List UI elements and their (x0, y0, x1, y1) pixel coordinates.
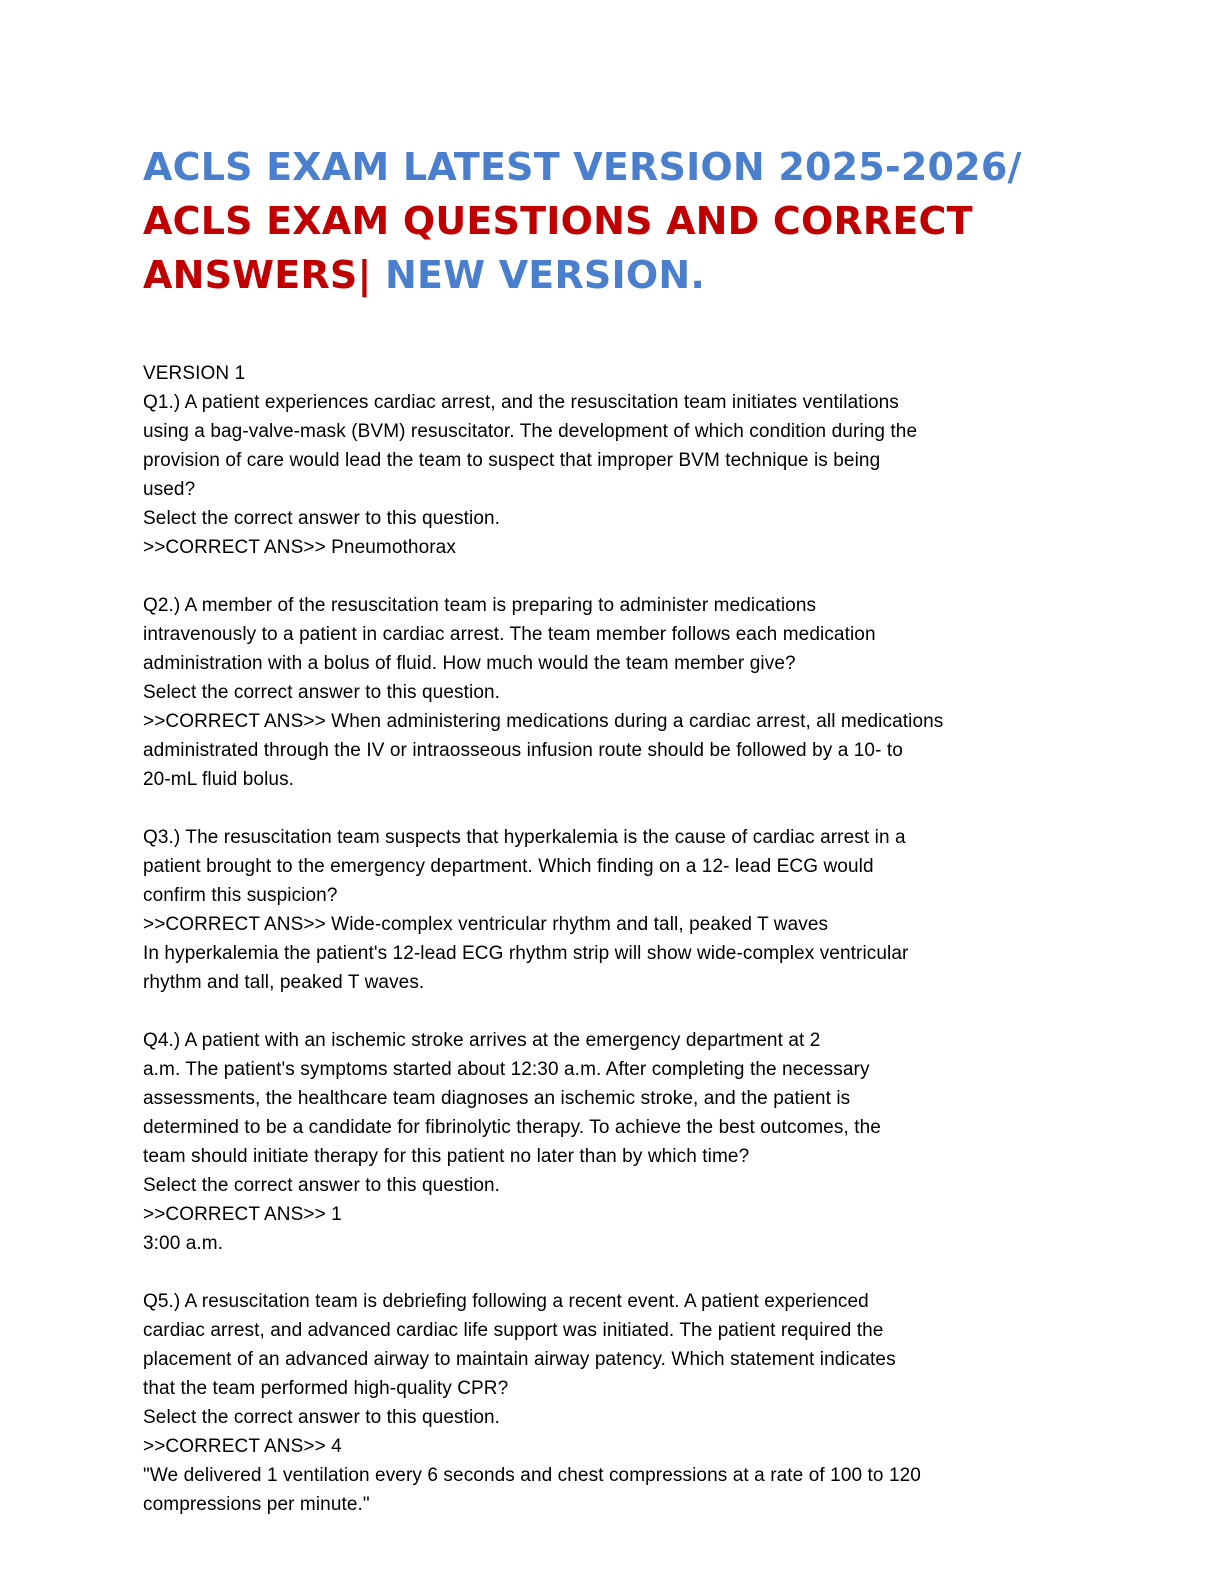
title-line-3-blue: NEW VERSION. (371, 253, 705, 297)
question-block-4 (143, 1026, 1063, 1258)
question-1-line: using a bag-valve-mask (BVM) resuscitator. The development of which condition during the (143, 421, 918, 442)
question-block-2 (143, 591, 1063, 794)
question-1-line: provision of care would lead the team to suspect that improper BVM technique is being (143, 450, 881, 471)
question-4-line: Q4.) A patient with an ischemic stroke arrives at the emergency department at 2 (143, 1030, 821, 1051)
question-3-explanation: rhythm and tall, peaked T waves. (143, 972, 425, 993)
question-2-line: intravenously to a patient in cardiac arrest. The team member follows each medication (143, 624, 876, 645)
question-2-answer: administrated through the IV or intraosseous infusion route should be followed by a 10- to (143, 740, 903, 761)
document-body (143, 359, 1063, 1519)
question-4-answer: 3:00 a.m. (143, 1233, 224, 1254)
question-3-line: patient brought to the emergency department. Which finding on a 12- lead ECG would (143, 856, 874, 877)
question-2-instruction: Select the correct answer to this question. (143, 682, 501, 703)
question-5-instruction: Select the correct answer to this question. (143, 1407, 501, 1428)
question-5-line: that the team performed high-quality CPR? (143, 1378, 509, 1399)
question-4-line: team should initiate therapy for this patient no later than by which time? (143, 1146, 750, 1167)
question-5-answer: >>CORRECT ANS>> 4 (143, 1436, 342, 1457)
question-block-3 (143, 823, 1063, 997)
question-3-line: confirm this suspicion? (143, 885, 338, 906)
question-4-line: a.m. The patient's symptoms started about 12:30 a.m. After completing the necessary (143, 1059, 870, 1080)
spacer (143, 997, 1063, 1026)
question-1-line: used? (143, 479, 196, 500)
question-3-line: Q3.) The resuscitation team suspects that hyperkalemia is the cause of cardiac arrest in a (143, 827, 906, 848)
question-3-answer: >>CORRECT ANS>> Wide-complex ventricular rhythm and tall, peaked T waves (143, 914, 829, 935)
question-block-1 (143, 388, 1063, 562)
question-1-line: Q1.) A patient experiences cardiac arrest, and the resuscitation team initiates ventilations (143, 392, 899, 413)
document-title (143, 140, 1063, 302)
question-2-line: administration with a bolus of fluid. How much would the team member give? (143, 653, 796, 674)
title-line-3-red: ANSWERS| (143, 253, 372, 297)
title-line-2: ACLS EXAM QUESTIONS AND CORRECT (143, 199, 973, 243)
question-5-line: Q5.) A resuscitation team is debriefing following a recent event. A patient experienced (143, 1291, 869, 1312)
question-block-5 (143, 1287, 1063, 1519)
document-page (143, 140, 1063, 1519)
title-line-1: ACLS EXAM LATEST VERSION 2025-2026/ (143, 145, 1022, 189)
question-5-answer: "We delivered 1 ventilation every 6 seconds and chest compressions at a rate of 100 to 120 (143, 1465, 921, 1486)
question-5-line: cardiac arrest, and advanced cardiac life support was initiated. The patient required the (143, 1320, 884, 1341)
question-4-line: assessments, the healthcare team diagnoses an ischemic stroke, and the patient is (143, 1088, 851, 1109)
spacer (143, 562, 1063, 591)
question-4-answer: >>CORRECT ANS>> 1 (143, 1204, 342, 1225)
question-1-instruction: Select the correct answer to this question. (143, 508, 501, 529)
question-2-answer: >>CORRECT ANS>> When administering medications during a cardiac arrest, all medications (143, 711, 944, 732)
title-line-3 (143, 248, 1063, 302)
question-2-answer: 20-mL fluid bolus. (143, 769, 295, 790)
spacer (143, 794, 1063, 823)
question-2-line: Q2.) A member of the resuscitation team is preparing to administer medications (143, 595, 817, 616)
question-4-instruction: Select the correct answer to this question. (143, 1175, 501, 1196)
question-4-line: determined to be a candidate for fibrinolytic therapy. To achieve the best outcomes, the (143, 1117, 881, 1138)
question-5-line: placement of an advanced airway to maintain airway patency. Which statement indicates (143, 1349, 896, 1370)
spacer (143, 1258, 1063, 1287)
question-5-answer: compressions per minute." (143, 1494, 370, 1515)
question-3-explanation: In hyperkalemia the patient's 12-lead ECG rhythm strip will show wide-complex ventricular (143, 943, 909, 964)
question-1-answer: >>CORRECT ANS>> Pneumothorax (143, 537, 456, 558)
version-label: VERSION 1 (143, 363, 246, 384)
